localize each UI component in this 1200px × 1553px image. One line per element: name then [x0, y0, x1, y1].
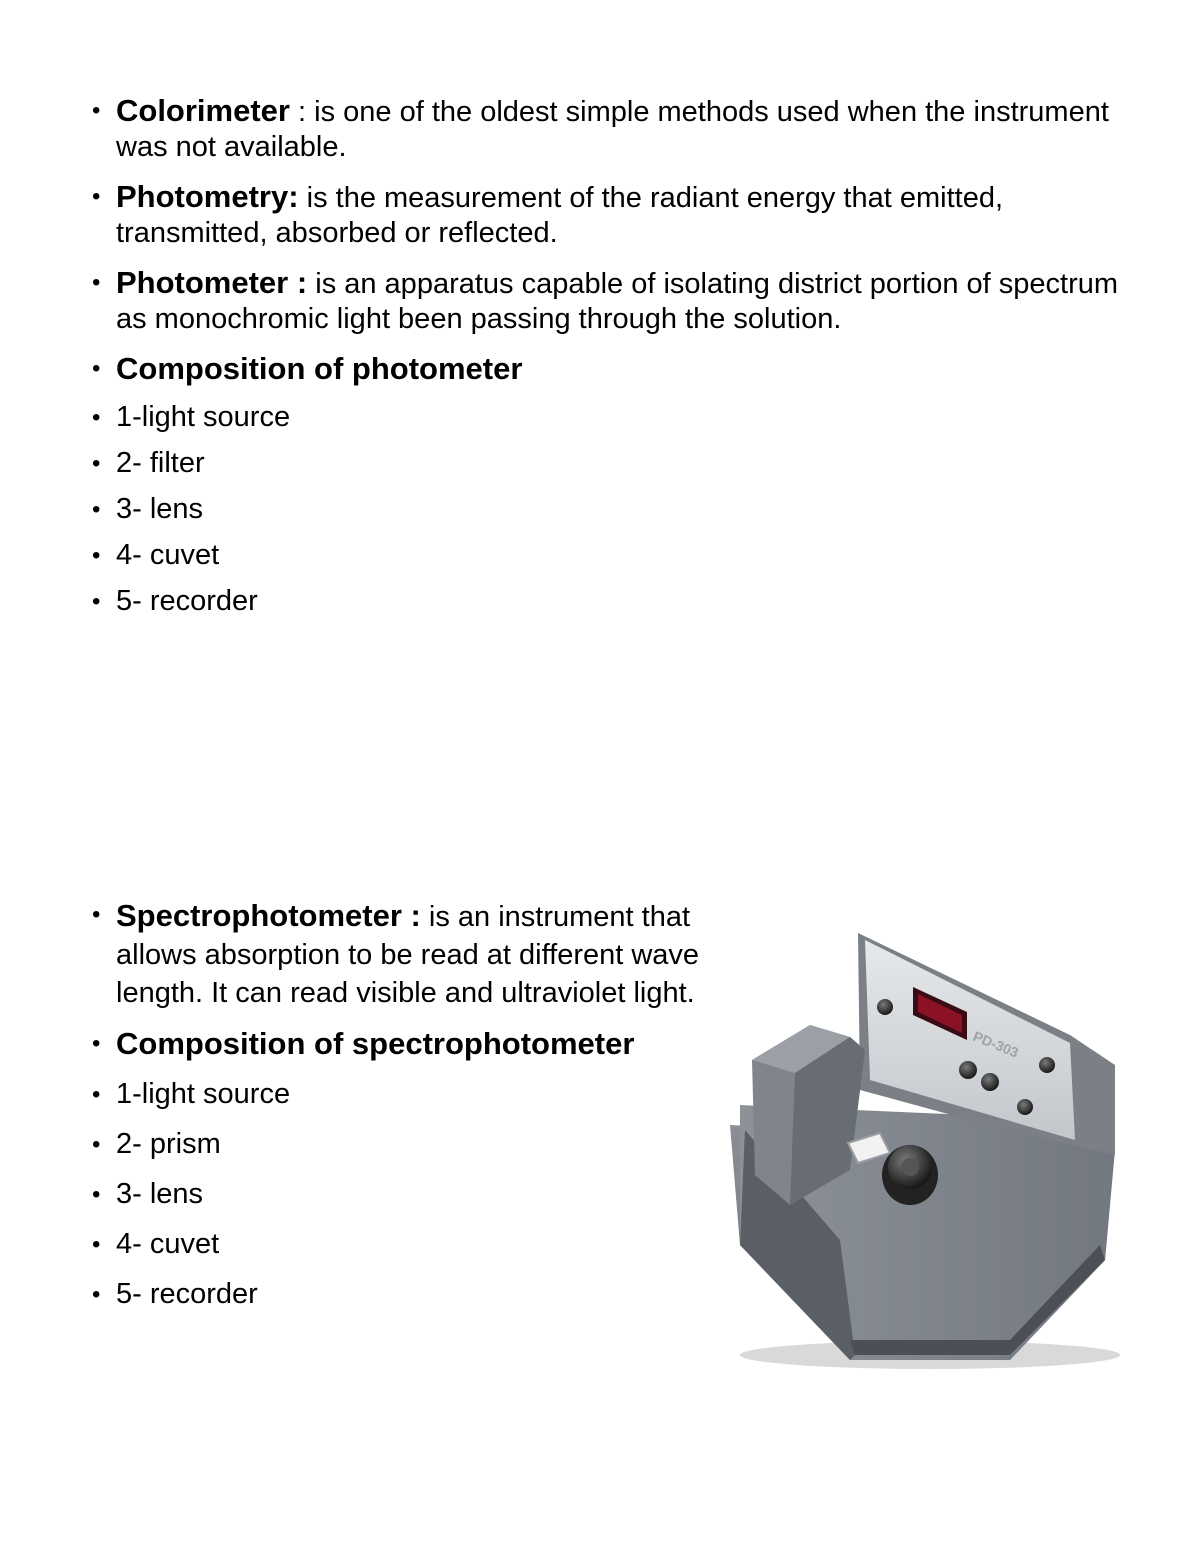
term: Spectrophotometer :: [116, 898, 421, 933]
description: is the measurement of the radiant energy that emitted, transmitted, absorbed or reflected.: [116, 182, 1004, 249]
component-item: • 5- recorder: [92, 584, 1132, 619]
composition-heading: [92, 351, 1132, 388]
heading-text: Composition of photometer: [116, 351, 523, 386]
definition-colorimeter: [92, 93, 1132, 165]
term: Photometry:: [116, 179, 299, 214]
component-item: • 4- cuvet: [92, 1227, 732, 1262]
term: Photometer :: [116, 265, 308, 300]
component-item: • 1-light source: [92, 1077, 732, 1112]
definition-spectrophotometer: [92, 897, 732, 1012]
composition-heading: [92, 1026, 732, 1063]
component-item: • 3- lens: [92, 1177, 732, 1212]
description: is an apparatus capable of isolating district portion of spectrum as monochromic light been passing through the solution.: [116, 268, 1119, 335]
spectrophotometer-image: [710, 915, 1130, 1375]
component-item: • 5- recorder: [92, 1277, 732, 1312]
component-item: • 1-light source: [92, 400, 1132, 435]
definition-photometer: [92, 265, 1132, 337]
photometer-list: [92, 93, 1132, 630]
term: Colorimeter: [116, 93, 290, 128]
model-label: PD-303: [970, 1027, 1021, 1061]
spectrophotometer-list: [92, 897, 732, 1327]
heading-text: Composition of spectrophotometer: [116, 1026, 635, 1061]
description: : is one of the oldest simple methods used when the instrument was not available.: [116, 96, 1109, 163]
definition-photometry: [92, 179, 1132, 251]
component-item: • 4- cuvet: [92, 538, 1132, 573]
component-item: • 2- prism: [92, 1127, 732, 1162]
component-item: • 3- lens: [92, 492, 1132, 527]
component-item: • 2- filter: [92, 446, 1132, 481]
description: is an instrument that allows absorption to be read at different wave length. It can read visible and ultraviolet light.: [116, 901, 700, 1009]
